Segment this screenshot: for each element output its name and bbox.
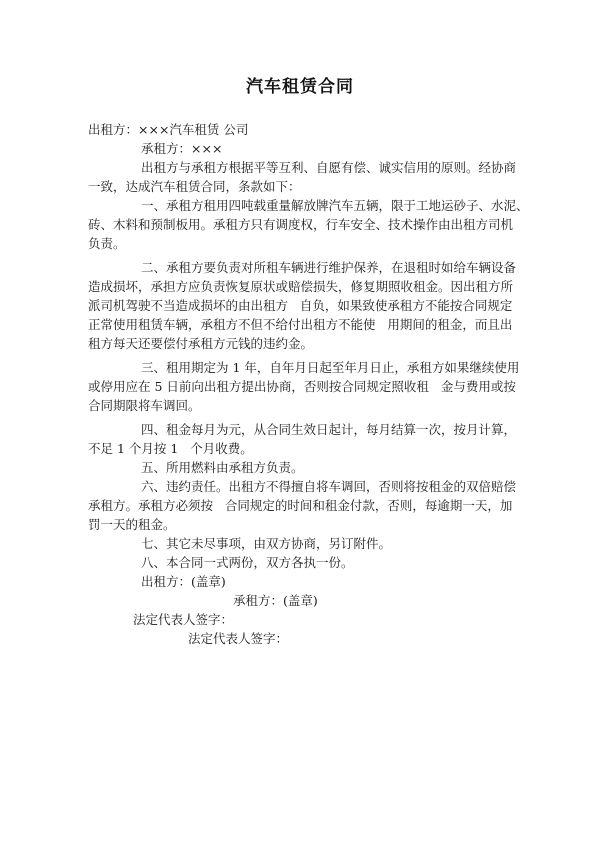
clause-3-line: 三、租用期定为 1 年，自年月日起至年月日止，承租方如果继续使用	[141, 360, 520, 375]
lessor-rep-signature: 法定代表人签字：	[133, 612, 234, 627]
clause-6-line: 罚一天的租金。	[88, 517, 176, 532]
clause-8-line: 八、本合同一式两份，双方各执一份。	[141, 555, 354, 570]
clause-5-line: 五、所用燃料由承租方负责。	[141, 460, 304, 475]
clause-2-line: 二、承租方要负责对所租车辆进行维护保养，在退租时如给车辆设备	[141, 260, 517, 275]
clause-2-line: 正常使用租赁车辆，承租方不但不给付出租方不能使 用期间的租金，而且出	[88, 317, 513, 332]
lessor-line: 出租方：×××汽车租赁 公司	[88, 122, 249, 137]
clause-4-line: 不足 1 个月按 1 个月收费。	[88, 441, 253, 456]
lessor-seal-line: 出租方：(盖章)	[141, 574, 226, 589]
clause-2-line: 造成损坏，承担方应负责恢复原状或赔偿损失，修复期照收租金。因出租方所	[88, 279, 514, 294]
clause-2-line: 租方每天还要偿付承租方元钱的违约金。	[88, 336, 314, 351]
clause-3-line: 或停用应在 5 日前向出租方提出协商，否则按合同规定照收租 金与费用或按	[88, 379, 516, 394]
clause-6-line: 六、违约责任。出租方不得擅自将车调回，否则将按租金的双倍赔偿	[141, 479, 517, 494]
contract-body	[88, 120, 529, 648]
clause-6-line: 承租方。承租方必须按 合同规定的时间和租金付款，否则，每逾期一天，加	[88, 498, 513, 513]
lessee-rep-signature: 法定代表人签字：	[188, 631, 289, 646]
intro-line: 一致，达成汽车租赁合同，条款如下：	[88, 179, 301, 194]
clause-4-line: 四、租金每月为元，从合同生效日起计，每月结算一次，按月计算，	[141, 422, 517, 437]
clause-3-line: 合同期限将车调回。	[88, 398, 201, 413]
clause-1-line: 负责。	[88, 236, 126, 251]
clause-1-line: 一、承租方租用四吨载重量解放牌汽车五辆，限于工地运砂子、水泥、	[141, 198, 529, 213]
clause-2-line: 派司机驾驶不当造成损坏的由出租方 自负，如果致使承租方不能按合同规定	[88, 298, 513, 313]
document-title: 汽车租赁合同	[246, 77, 354, 97]
lessee-line: 承租方：×××	[141, 141, 223, 156]
clause-7-line: 七、其它未尽事项，由双方协商，另订附件。	[141, 536, 392, 551]
intro-line: 出租方与承租方根据平等互利、自愿有偿、诚实信用的原则。经协商	[141, 160, 517, 175]
lessee-seal-line: 承租方：(盖章)	[233, 593, 318, 608]
clause-1-line: 砖、木料和预制板用。承租方只有调度权，行车安全、技术操作由出租方司机	[88, 217, 514, 232]
